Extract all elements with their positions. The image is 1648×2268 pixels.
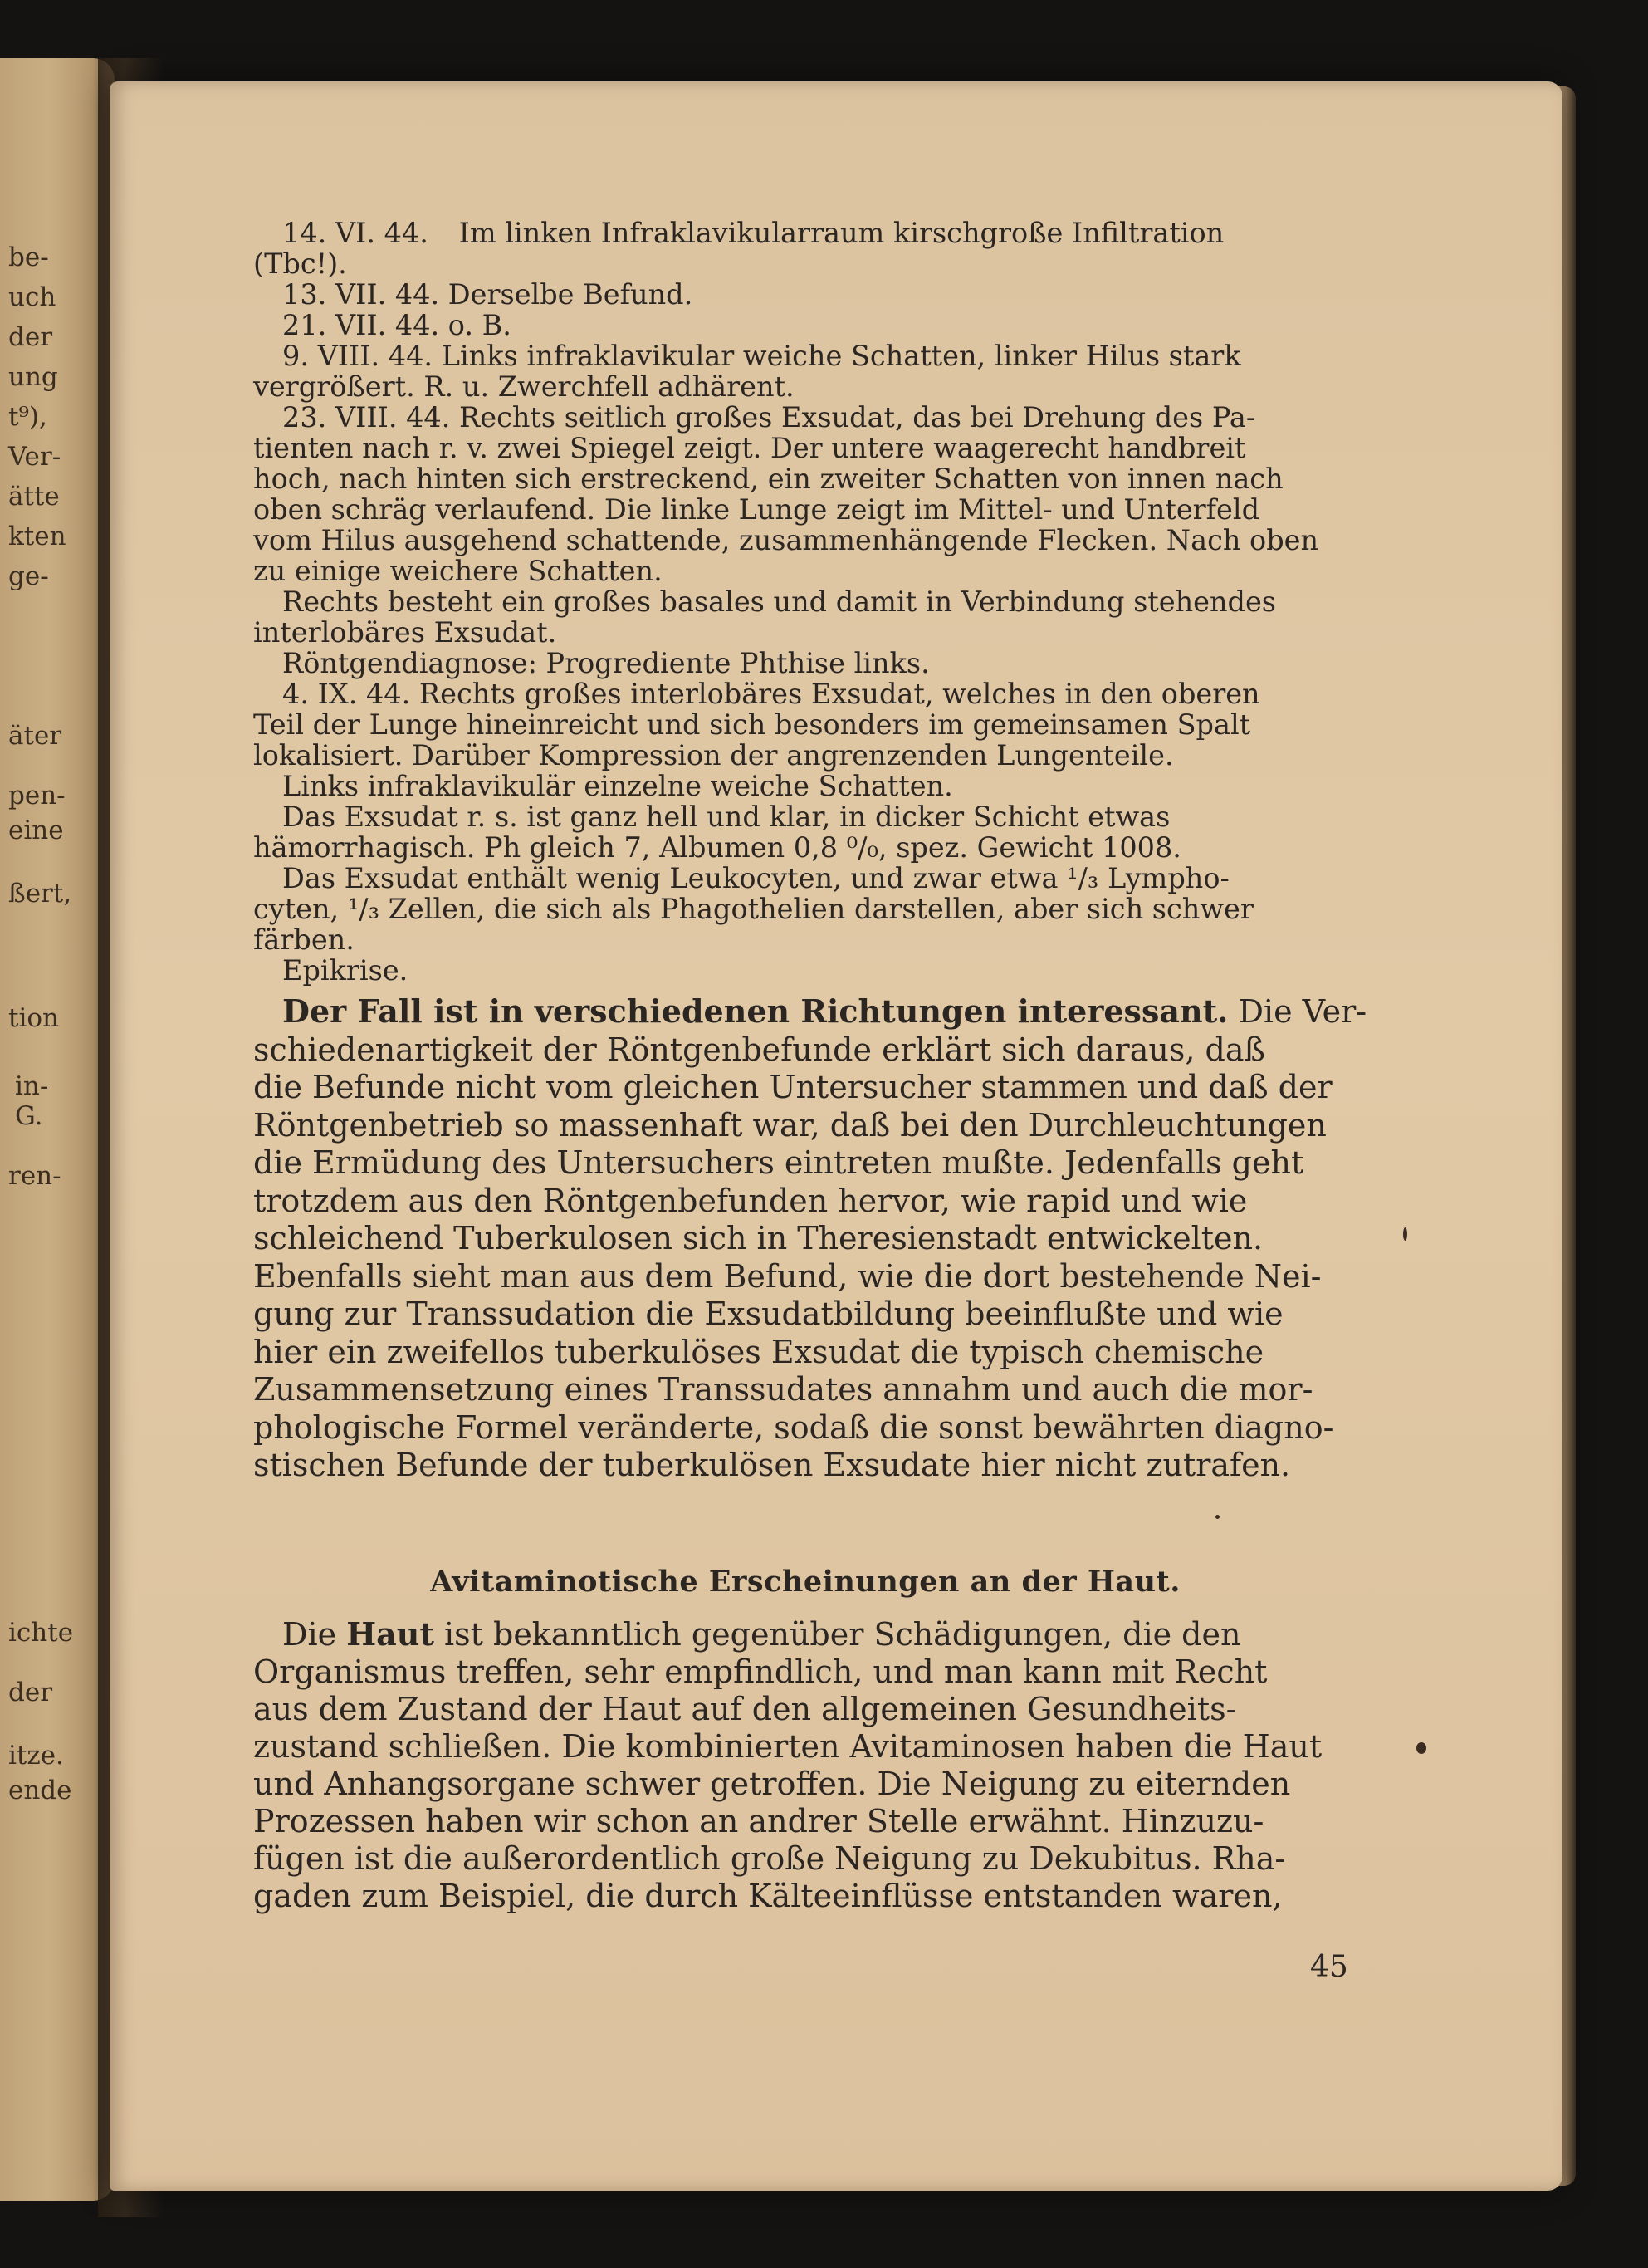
log-entry: 9. VIII. 44. Links infraklavikular weiche Schatten, linker Hilus stark [282,340,1241,372]
left-fragment: eine [8,816,64,845]
case-log [253,218,1357,986]
left-fragment: ichte [8,1618,74,1648]
log-entry: Das Exsudat enthält wenig Leukocyten, und zwar etwa ¹/₃ Lympho- [282,862,1230,894]
epikrise-lead-rest: Die Ver- [1228,993,1367,1030]
haut-line-rest: ist bekanntlich gegenüber Schädigungen, die den [433,1615,1241,1653]
epikrise-lead: Der Fall ist in verschiedenen Richtungen interessant. [282,992,1229,1030]
log-entry-continuation: vom Hilus ausgehend schattende, zusammenhängende Flecken. Nach oben [253,524,1319,556]
diagnosis: Röntgendiagnose: Progrediente Phthise links. [282,647,930,679]
haut-line [253,1615,1357,1653]
epikrise-label: Epikrise. [282,954,408,987]
log-entry-continuation: zu einige weichere Schatten. [253,555,663,587]
left-fragment: der [8,1678,53,1707]
log-entry: Das Exsudat r. s. ist ganz hell und klar, in dicker Schicht etwas [282,801,1171,833]
log-entry-continuation: (Tbc!). [253,247,347,280]
left-fragment: G. [15,1101,43,1131]
log-entry-continuation: interlobäres Exsudat. [253,616,557,649]
log-entry-continuation: hämorrhagisch. Ph gleich 7, Albumen 0,8 ⁰/₀, spez. Gewicht 1008. [253,831,1181,864]
epikrise-line: schiedenartigkeit der Röntgenbefunde erklärt sich daraus, daß [253,1031,1265,1068]
log-entry: Rechts besteht ein großes basales und damit in Verbindung stehendes [282,585,1277,618]
haut-line: Prozessen haben wir schon an andrer Stelle erwähnt. Hinzuzu- [253,1802,1264,1839]
left-fragment: ren- [8,1161,61,1191]
epikrise-line: Zusammensetzung eines Transsudates annahm und auch die mor- [253,1371,1313,1408]
epikrise-line: die Ermüdung des Untersuchers eintreten mußte. Jedenfalls geht [253,1144,1304,1181]
page-number: 45 [1310,1950,1348,1984]
page-content [253,217,1367,1915]
epikrise-line: hier ein zweifellos tuberkulöses Exsudat die typisch chemische [253,1333,1264,1370]
ink-speck [1416,1742,1426,1754]
left-fragment: äter [8,721,62,751]
left-fragment: uch [8,282,56,312]
epikrise-line: trotzdem aus den Röntgenbefunden hervor, wie rapid und wie [253,1182,1248,1219]
haut-line: und Anhangsorgane schwer getroffen. Die Neigung zu eiternden [253,1765,1291,1802]
entry-text: Im linken Infraklavikularraum kirschgroße Infiltration [458,217,1225,249]
left-fragment: pen- [8,781,66,811]
log-entry-continuation: tienten nach r. v. zwei Spiegel zeigt. Der untere waagerecht handbreit [253,432,1246,464]
left-fragment: in- [15,1071,49,1101]
left-fragment: itze. [8,1741,64,1771]
epikrise-line: Röntgenbetrieb so massenhaft war, daß bei den Durchleuchtungen [253,1106,1327,1144]
log-entry: Links infraklavikulär einzelne weiche Schatten. [282,770,953,802]
left-fragment: kten [8,522,66,551]
left-fragment: der [8,322,53,352]
epikrise-line: gung zur Transsudation die Exsudatbildung beeinflußte und wie [253,1296,1284,1332]
left-fragment: ende [8,1776,72,1805]
log-entry-continuation: lokalisiert. Darüber Kompression der angrenzenden Lungenteile. [253,739,1174,772]
section-heading: Avitaminotische Erscheinungen an der Haut. [430,1564,1181,1599]
log-entry [253,218,1357,248]
left-fragment: t⁹), [8,402,47,432]
epikrise-line: die Befunde nicht vom gleichen Untersucher stammen und daß der [253,1069,1333,1105]
haut-line: fügen ist die außerordentlich große Neigung zu Dekubitus. Rha- [253,1839,1286,1877]
haut-paragraph [253,1615,1357,1915]
left-fragment: be- [8,242,49,272]
haut-line: zustand schließen. Die kombinierten Avitaminosen haben die Haut [253,1727,1323,1765]
left-fragment: ung [8,362,58,392]
log-entry: 23. VIII. 44. Rechts seitlich großes Exsudat, das bei Drehung des Pa- [282,401,1256,434]
left-fragment: ätte [8,482,60,512]
epikrise-paragraph [253,992,1367,1485]
left-fragment: tion [8,1003,60,1033]
haut-line: gaden zum Beispiel, die durch Kälteeinflüsse entstanden waren, [253,1877,1283,1914]
left-fragment: Ver- [8,442,61,472]
epikrise-line: schleichend Tuberkulosen sich in Theresienstadt entwickelten. [253,1220,1264,1256]
log-entry-continuation: vergrößert. R. u. Zwerchfell adhärent. [253,370,795,403]
haut-line: Organismus treffen, sehr empfindlich, und man kann mit Recht [253,1653,1268,1690]
log-entry-continuation: cyten, ¹/₃ Zellen, die sich als Phagothelien darstellen, aber sich schwer [253,893,1254,925]
haut-line-start: Die [282,1615,347,1653]
ink-speck [1403,1227,1407,1241]
epikrise-line: Ebenfalls sieht man aus dem Befund, wie die dort bestehende Nei- [253,1257,1322,1295]
ink-speck [1215,1515,1220,1519]
haut-keyword: Haut [346,1614,434,1653]
epikrise-line: stischen Befunde der tuberkulösen Exsudate hier nicht zutrafen. [253,1447,1291,1483]
log-entry-continuation: Teil der Lunge hineinreicht und sich besonders im gemeinsamen Spalt [253,708,1251,741]
left-fragment: ge- [8,561,49,591]
epikrise-line [253,992,1367,1031]
epikrise-line: phologische Formel veränderte, sodaß die sonst bewährten diagno- [253,1408,1334,1446]
haut-line: aus dem Zustand der Haut auf den allgemeinen Gesundheits- [253,1690,1237,1727]
log-entry: 4. IX. 44. Rechts großes interlobäres Exsudat, welches in den oberen [282,678,1260,710]
entry-date: 14. VI. 44. [282,217,428,249]
log-entry-continuation: oben schräg verlaufend. Die linke Lunge zeigt im Mittel- und Unterfeld [253,493,1260,526]
left-fragment: ßert, [8,879,72,909]
log-entry-continuation: färben. [253,923,355,956]
log-entry: 21. VII. 44. o. B. [282,309,511,341]
log-entry-continuation: hoch, nach hinten sich erstreckend, ein zweiter Schatten von innen nach [253,463,1284,495]
log-entry: 13. VII. 44. Derselbe Befund. [282,278,693,311]
